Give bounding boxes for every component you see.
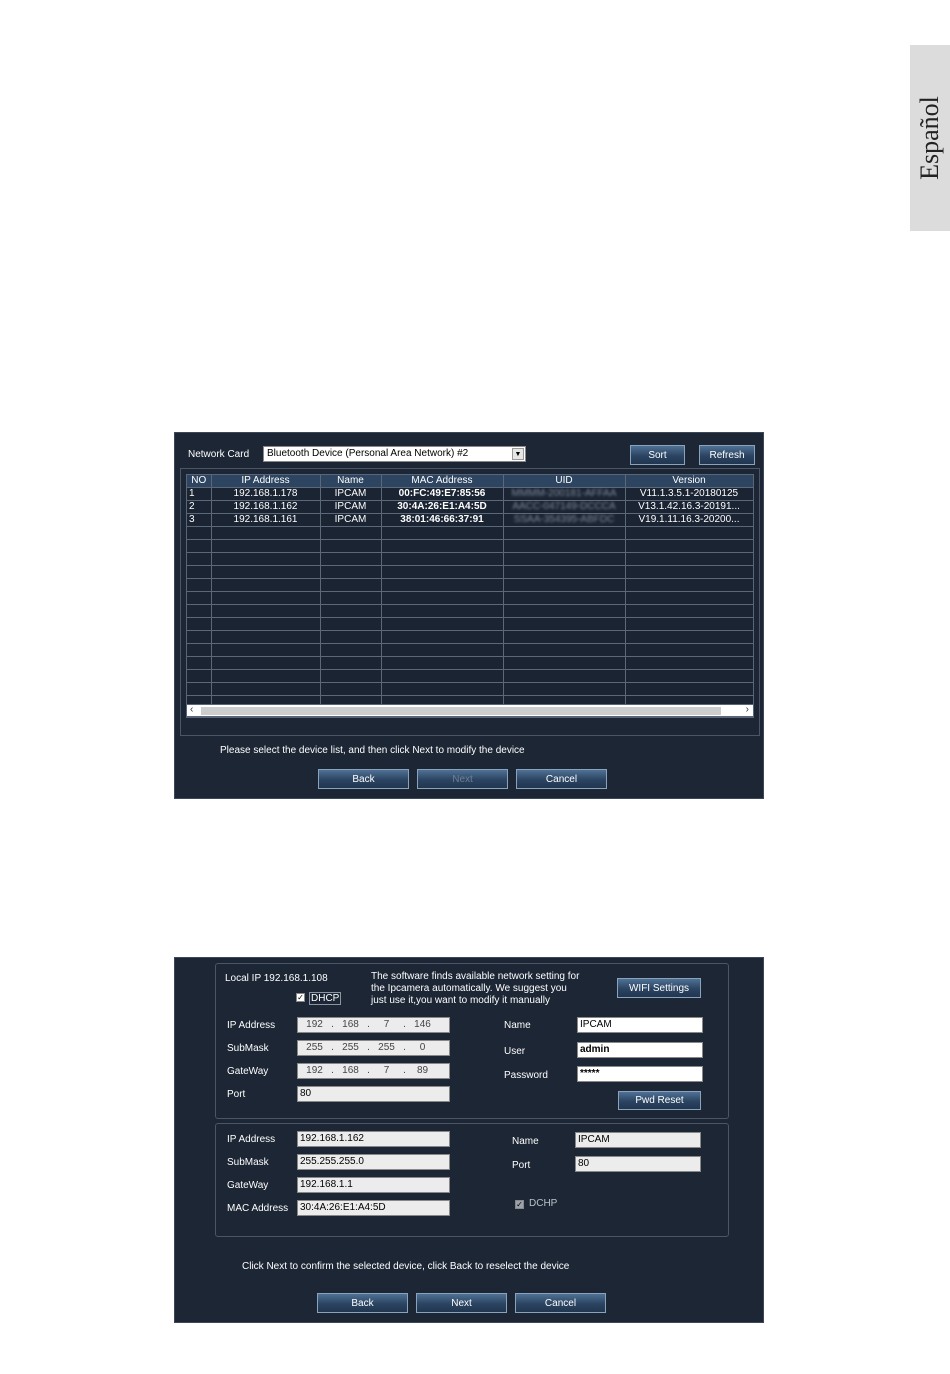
octet: 146 xyxy=(414,1019,431,1030)
user-label: User xyxy=(504,1046,526,1057)
device-name-field[interactable]: IPCAM xyxy=(575,1132,701,1148)
octet: 192 xyxy=(306,1019,323,1030)
local-ip-text: Local IP 192.168.1.108 xyxy=(225,973,328,984)
next-button[interactable]: Next xyxy=(416,1293,507,1313)
chevron-down-icon[interactable]: ▼ xyxy=(512,448,524,460)
next-button[interactable]: Next xyxy=(417,769,508,789)
device-name-label: Name xyxy=(512,1136,539,1147)
device-submask-field[interactable]: 255.255.255.0 xyxy=(297,1154,450,1170)
cell-name: IPCAM xyxy=(320,488,381,501)
octet: 168 xyxy=(342,1065,359,1076)
user-field[interactable]: admin xyxy=(577,1042,703,1058)
dhcp-label: DHCP xyxy=(311,993,340,1004)
password-field[interactable]: ***** xyxy=(577,1066,703,1082)
octet: 7 xyxy=(383,1019,390,1030)
cell-ip: 192.168.1.178 xyxy=(211,488,320,501)
octet: 89 xyxy=(416,1065,429,1076)
language-tab xyxy=(910,45,950,231)
cell-no: 1 xyxy=(187,488,211,501)
gateway-label: GateWay xyxy=(227,1066,269,1077)
column-header[interactable]: IP Address xyxy=(211,475,320,488)
back-button[interactable]: Back xyxy=(318,769,409,789)
device-mac-label: MAC Address xyxy=(227,1203,289,1214)
port-field[interactable]: 80 xyxy=(297,1086,450,1102)
cell-version: V11.1.3.5.1-20180125 xyxy=(625,488,753,501)
network-card-select[interactable] xyxy=(263,446,526,462)
column-header[interactable]: Name xyxy=(320,475,381,488)
column-header[interactable]: MAC Address xyxy=(381,475,503,488)
device-mac-field[interactable]: 30:4A:26:E1:A4:5D xyxy=(297,1200,450,1216)
sort-button[interactable]: Sort xyxy=(630,445,685,465)
network-card-label: Network Card xyxy=(188,449,250,460)
cancel-button[interactable]: Cancel xyxy=(515,1293,606,1313)
name-label: Name xyxy=(504,1020,531,1031)
ip-address-field[interactable]: 192 . 168 . 7 . 146 xyxy=(297,1017,450,1033)
language-label: Español xyxy=(915,96,945,180)
port-label: Port xyxy=(227,1089,246,1100)
device-port-field[interactable]: 80 xyxy=(575,1156,701,1172)
table-frame xyxy=(180,468,760,736)
submask-field[interactable]: 255 . 255 . 255 . 0 xyxy=(297,1040,450,1056)
cell-version: V13.1.42.16.3-20191... xyxy=(625,501,753,514)
octet: 192 xyxy=(306,1065,323,1076)
octet: 255 xyxy=(342,1042,359,1053)
octet: 7 xyxy=(383,1065,390,1076)
wifi-settings-button[interactable]: WIFI Settings xyxy=(617,978,701,998)
column-header[interactable]: UID xyxy=(503,475,625,488)
device-modify-panel xyxy=(174,957,764,1323)
octet: 255 xyxy=(306,1042,323,1053)
cell-mac: 38:01:46:66:37:91 xyxy=(381,514,503,527)
cell-no: 2 xyxy=(187,501,211,514)
column-header[interactable]: NO xyxy=(187,475,211,488)
scroll-right-icon[interactable]: › xyxy=(745,704,749,715)
device-search-panel xyxy=(174,432,764,799)
cell-ip: 192.168.1.161 xyxy=(211,514,320,527)
network-card-value: Bluetooth Device (Personal Area Network) #2 xyxy=(267,448,469,459)
octet: 168 xyxy=(342,1019,359,1030)
password-label: Password xyxy=(504,1070,548,1081)
cell-version: V19.1.11.16.3-20200... xyxy=(625,514,753,527)
device-submask-label: SubMask xyxy=(227,1157,269,1168)
device-ip-label: IP Address xyxy=(227,1134,276,1145)
refresh-button[interactable]: Refresh xyxy=(699,445,755,465)
cell-uid: AACC-047149-DCCCA xyxy=(503,501,625,514)
cell-name: IPCAM xyxy=(320,501,381,514)
cell-ip: 192.168.1.162 xyxy=(211,501,320,514)
device-gateway-label: GateWay xyxy=(227,1180,269,1191)
cell-uid: MMMM-200181-AFFAA xyxy=(503,488,625,501)
info-text-line2: the Ipcamera automatically. We suggest you xyxy=(371,983,567,994)
dchp-label: DCHP xyxy=(529,1198,558,1209)
back-button[interactable]: Back xyxy=(317,1293,408,1313)
dhcp-checkbox[interactable]: ✓ xyxy=(297,993,304,1002)
octet: 255 xyxy=(378,1042,395,1053)
info-text-line3: just use it,you want to modify it manually xyxy=(371,995,550,1006)
cell-mac: 30:4A:26:E1:A4:5D xyxy=(381,501,503,514)
cell-mac: 00:FC:49:E7:85:56 xyxy=(381,488,503,501)
name-field[interactable]: IPCAM xyxy=(577,1017,703,1033)
device-port-label: Port xyxy=(512,1160,531,1171)
scroll-left-icon[interactable]: ‹ xyxy=(190,704,194,715)
pwd-reset-button[interactable]: Pwd Reset xyxy=(618,1091,701,1110)
cell-no: 3 xyxy=(187,514,211,527)
gateway-field[interactable]: 192 . 168 . 7 . 89 xyxy=(297,1063,450,1079)
cell-name: IPCAM xyxy=(320,514,381,527)
ip-address-label: IP Address xyxy=(227,1020,276,1031)
submask-label: SubMask xyxy=(227,1043,269,1054)
device-ip-field[interactable]: 192.168.1.162 xyxy=(297,1131,450,1147)
dchp-checkbox[interactable]: ✓ xyxy=(516,1200,523,1209)
search-instruction: Please select the device list, and then click Next to modify the device xyxy=(220,745,525,756)
info-text-line1: The software finds available network setting for xyxy=(371,971,580,982)
modify-instruction: Click Next to confirm the selected device, click Back to reselect the device xyxy=(242,1261,570,1272)
cancel-button[interactable]: Cancel xyxy=(516,769,607,789)
device-gateway-field[interactable]: 192.168.1.1 xyxy=(297,1177,450,1193)
octet: 0 xyxy=(419,1042,426,1053)
cell-uid: SSAA-354395-ABFDC xyxy=(503,514,625,527)
column-header[interactable]: Version xyxy=(625,475,753,488)
